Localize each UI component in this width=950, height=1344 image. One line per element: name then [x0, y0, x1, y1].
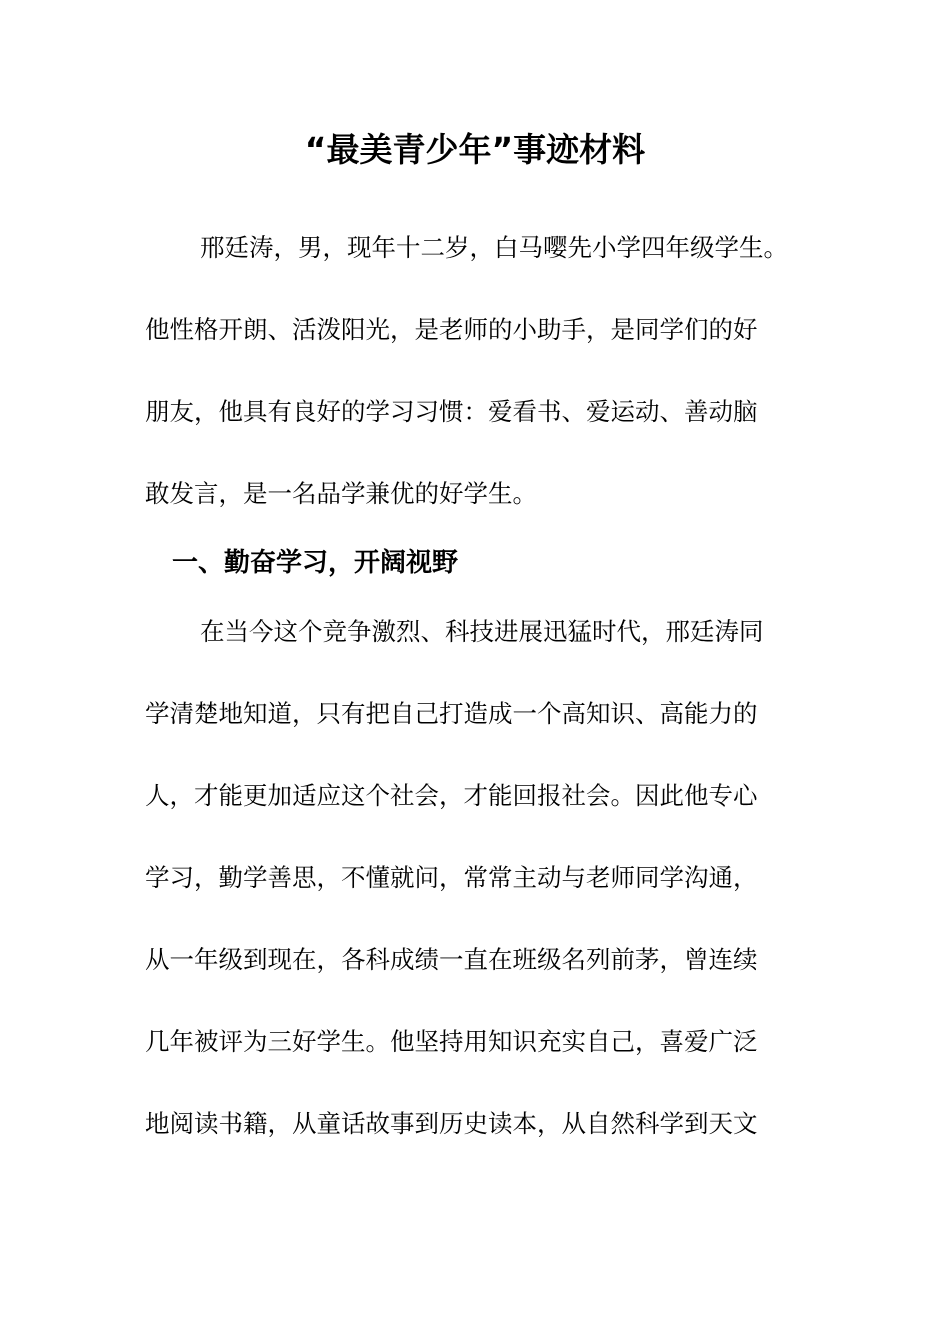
document-title: “最美青少年”事迹材料	[304, 130, 646, 169]
paragraph-1-line-4: 敢发言，是一名品学兼优的好学生。	[145, 479, 537, 508]
paragraph-2-line-4: 学习，勤学善思，不懂就问，常常主动与老师同学沟通，	[145, 863, 758, 892]
paragraph-2-line-2: 学清楚地知道，只有把自己打造成一个高知识、高能力的	[145, 699, 758, 728]
paragraph-1-line-2: 他性格开朗、活泼阳光，是老师的小助手，是同学们的好	[145, 315, 758, 344]
paragraph-1-line-1: 邢廷涛，男，现年十二岁，白马嘤先小学四年级学生。	[200, 233, 788, 262]
paragraph-2-line-3: 人，才能更加适应这个社会，才能回报社会。因此他专心	[145, 781, 758, 810]
paragraph-2-line-5: 从一年级到现在，各科成绩一直在班级名列前茅，曾连续	[145, 945, 758, 974]
section-1-heading: 一、勤奋学习，开阔视野	[172, 548, 459, 578]
paragraph-2-line-7: 地阅读书籍，从童话故事到历史读本，从自然科学到天文	[145, 1109, 758, 1138]
paragraph-2-line-1: 在当今这个竞争激烈、科技进展迅猛时代，邢廷涛同	[200, 617, 764, 646]
paragraph-1-line-3: 朋友，他具有良好的学习习惯：爱看书、爱运动、善动脑	[145, 397, 758, 426]
paragraph-2-line-6: 几年被评为三好学生。他坚持用知识充实自己，喜爱广泛	[145, 1027, 758, 1056]
